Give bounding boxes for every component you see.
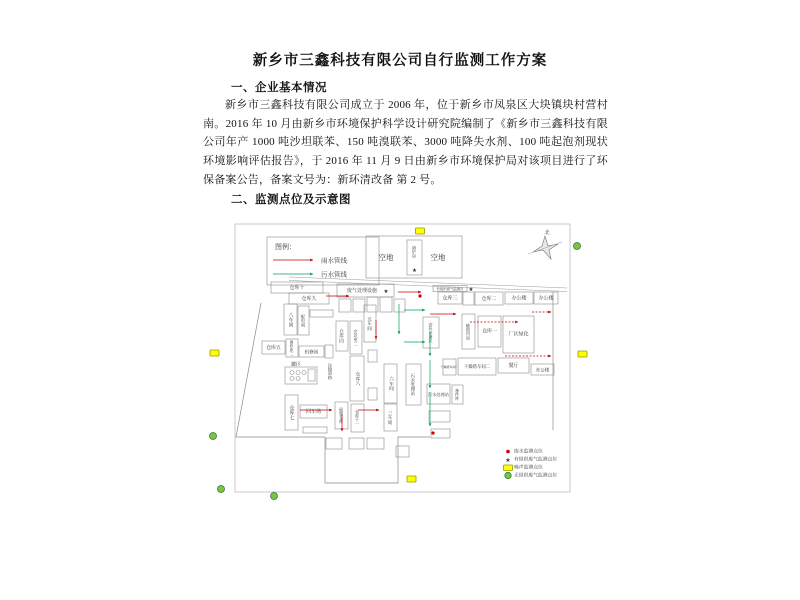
room-label: 仓库十一 [355,410,360,426]
small-room [367,297,378,312]
room-workshop3 [384,404,397,431]
room-meeting-room2 [350,321,362,354]
room-office1 [505,292,533,304]
room-warehouse2 [475,292,503,305]
room-label: 仓库七 [288,405,295,420]
room-power-room [298,306,309,335]
organized-gas-star-icon: ★ [505,458,511,464]
room-label: 三车间 [388,410,393,425]
road-lines [289,277,567,292]
legend-noise-label: 噪声监测点位 [514,465,543,471]
page-title: 新乡市三鑫科技有限公司自行监测工作方案 [252,53,548,69]
fugitive-gas-marker-west [210,433,217,440]
room-label: 辅助用房 [466,323,471,340]
wastewater-dot-icon [506,450,510,454]
room-label: 回车场 [305,409,322,415]
small-room [463,292,474,305]
room-label: 仓库五 [265,345,282,351]
noise-monitor-marker-east [578,351,587,357]
room-label: 安环设备区 [428,322,434,343]
storage-tank-icon [302,371,306,375]
boiler-room-label: 锅炉房 [412,246,417,258]
room-gas-treatment [337,284,394,297]
room-office3 [531,364,554,375]
monitor-point-legend [504,448,558,479]
room-label: 仓库三 [442,295,458,302]
room-drying-tower2 [458,358,496,375]
storage-tank-icon [296,377,300,381]
legend-wastewater-label: 废水监测点位 [514,449,543,455]
small-room [303,427,327,433]
small-room [326,438,342,449]
room-warehouse7 [285,395,298,430]
open-land-block [366,236,462,278]
room-label: 备件库二 [289,340,295,356]
small-room [310,310,333,317]
room-label: 干燥塔车间二 [463,364,491,369]
room-label: 干燥塔车间一 [440,365,459,369]
room-label: 仓库十 [289,285,305,291]
small-room [368,388,377,400]
room-label: 厂区绿化 [508,331,529,338]
small-room [349,438,364,449]
compass-label: 北 [544,230,550,236]
room-sewage-station [406,364,421,405]
small-room [308,369,315,381]
storage-tank-icon [296,371,300,375]
legend-organized-gas-label: 有组织废气监测点位 [514,457,558,463]
room-label: 仓库二 [481,296,497,302]
room-spare-parts2 [286,339,298,357]
storage-tank-icon [290,377,294,381]
room-label: 办公楼 [538,295,554,302]
fugitive-gas-marker-southwest [218,486,225,493]
room-auxiliary-rooms [462,314,475,349]
room-warehouse10 [271,282,323,293]
noise-rect-icon [504,465,513,471]
room-spare-parts [452,385,463,404]
room-idle-warehouse [335,402,348,429]
callout-label: 有组织废气监测点 [436,287,464,291]
noise-monitor-marker-south [407,476,416,482]
room-label: 仓库九 [301,296,317,302]
room-label: 机修间 [304,349,319,355]
room-drying-tower1 [440,359,458,375]
small-room [325,345,333,358]
room-label: 六车间 [388,376,393,391]
room-repair-room [299,346,324,357]
room-label: 废气处理设施 [346,288,378,294]
compass-north-icon [528,229,562,259]
noise-monitor-markers [210,228,587,482]
small-room [429,411,450,422]
small-room [367,438,384,449]
room-label: 五车间 [367,316,373,331]
room-warehouse1 [478,316,501,347]
room-label: 办公楼 [511,295,527,302]
section1-heading: 一、企业基本情况 [231,82,327,94]
room-sewage-station2 [427,384,450,404]
room-warehouse4 [336,321,348,351]
room-workshop6 [384,364,397,403]
wastewater-monitor-dot-icon [431,431,434,434]
room-office2 [534,292,558,304]
room-safety-equipment [423,317,439,348]
room-label: 仓库八 [354,371,360,386]
fugitive-gas-circle-icon [505,472,511,478]
room-warehouse8 [350,356,364,401]
room-label: 餐厅 [508,363,519,369]
room-label: 仓库一 [481,328,498,335]
fugitive-gas-marker-northeast [574,243,581,250]
room-label: 污水处理站 [411,373,416,396]
sewage-line-label: 污水管线 [321,271,347,279]
room-warehouse9 [289,293,329,304]
open-land-1: 空地 [378,253,394,262]
wastewater-monitor-dot-icon [418,294,421,297]
room-label: 罐区 [291,362,301,368]
gas-treatment-monitor-star-icon: ★ [383,289,389,295]
room-turnaround [300,405,327,418]
fugitive-gas-marker-south [271,493,278,500]
storage-tank-icon [290,371,294,375]
room-label: 备件库 [455,388,460,401]
noise-monitor-marker-west [210,350,219,356]
rain-pipelines [300,292,551,431]
small-room [339,299,351,312]
boiler-gas-monitor-star-icon: ★ [412,268,417,274]
room-label: 仓库四 [339,329,345,343]
room-workshop8 [284,304,297,335]
room-label: 污水处理站 [428,392,449,397]
pipe-legend [267,237,379,285]
room-label: 会议室二 [353,329,359,346]
room-warehouse11 [351,404,364,432]
legend-fugitive-gas-label: 无组织废气监测点位 [514,473,558,479]
pipe-legend-title: 图例： [275,244,296,251]
room-warehouse3 [438,292,462,304]
section2-heading: 二、监测点位及示意图 [231,194,351,206]
sewage-pipelines [399,304,430,426]
noise-monitor-marker-north [416,228,425,234]
open-land-2: 空地 [430,253,446,262]
room-workshop5 [364,305,376,342]
room-label: 配电间 [301,314,306,327]
room-label: 办公楼 [535,367,550,373]
small-room [380,297,392,312]
section1-paragraph: 新乡市三鑫科技有限公司成立于 2006 年，位于新乡市凤泉区大块镇块村营村南。2016 年 10 月由新乡市环境保护科学设计研究院编制了《新乡市三鑫科技有限公司年产 1000 吨沙坦联苯、150 吨溴联苯、3000 吨降失水剂、100 吨起泡剂现状环境影响评估报告》，于 2016 年 11 月 9 日由新乡市环境保护局对该项目进行了环保备案公告，备案文号为：新环清改备 第 2 号。 [203,99,608,186]
small-room [394,299,405,312]
room-tank-area [285,361,317,385]
rain-line-label: 雨水管线 [321,257,347,265]
warehouse2-monitor-star-icon: ★ [468,287,474,293]
small-room [368,350,377,362]
room-dining-hall [498,358,529,373]
room-greening [503,316,534,353]
small-room [353,299,365,312]
room-label: 闲置仓库 [339,407,344,424]
site-boundary [236,292,553,483]
transport-road-label: 运输道路 [328,362,333,380]
room-label: 八车间 [287,312,294,327]
room-warehouse5 [262,341,285,354]
